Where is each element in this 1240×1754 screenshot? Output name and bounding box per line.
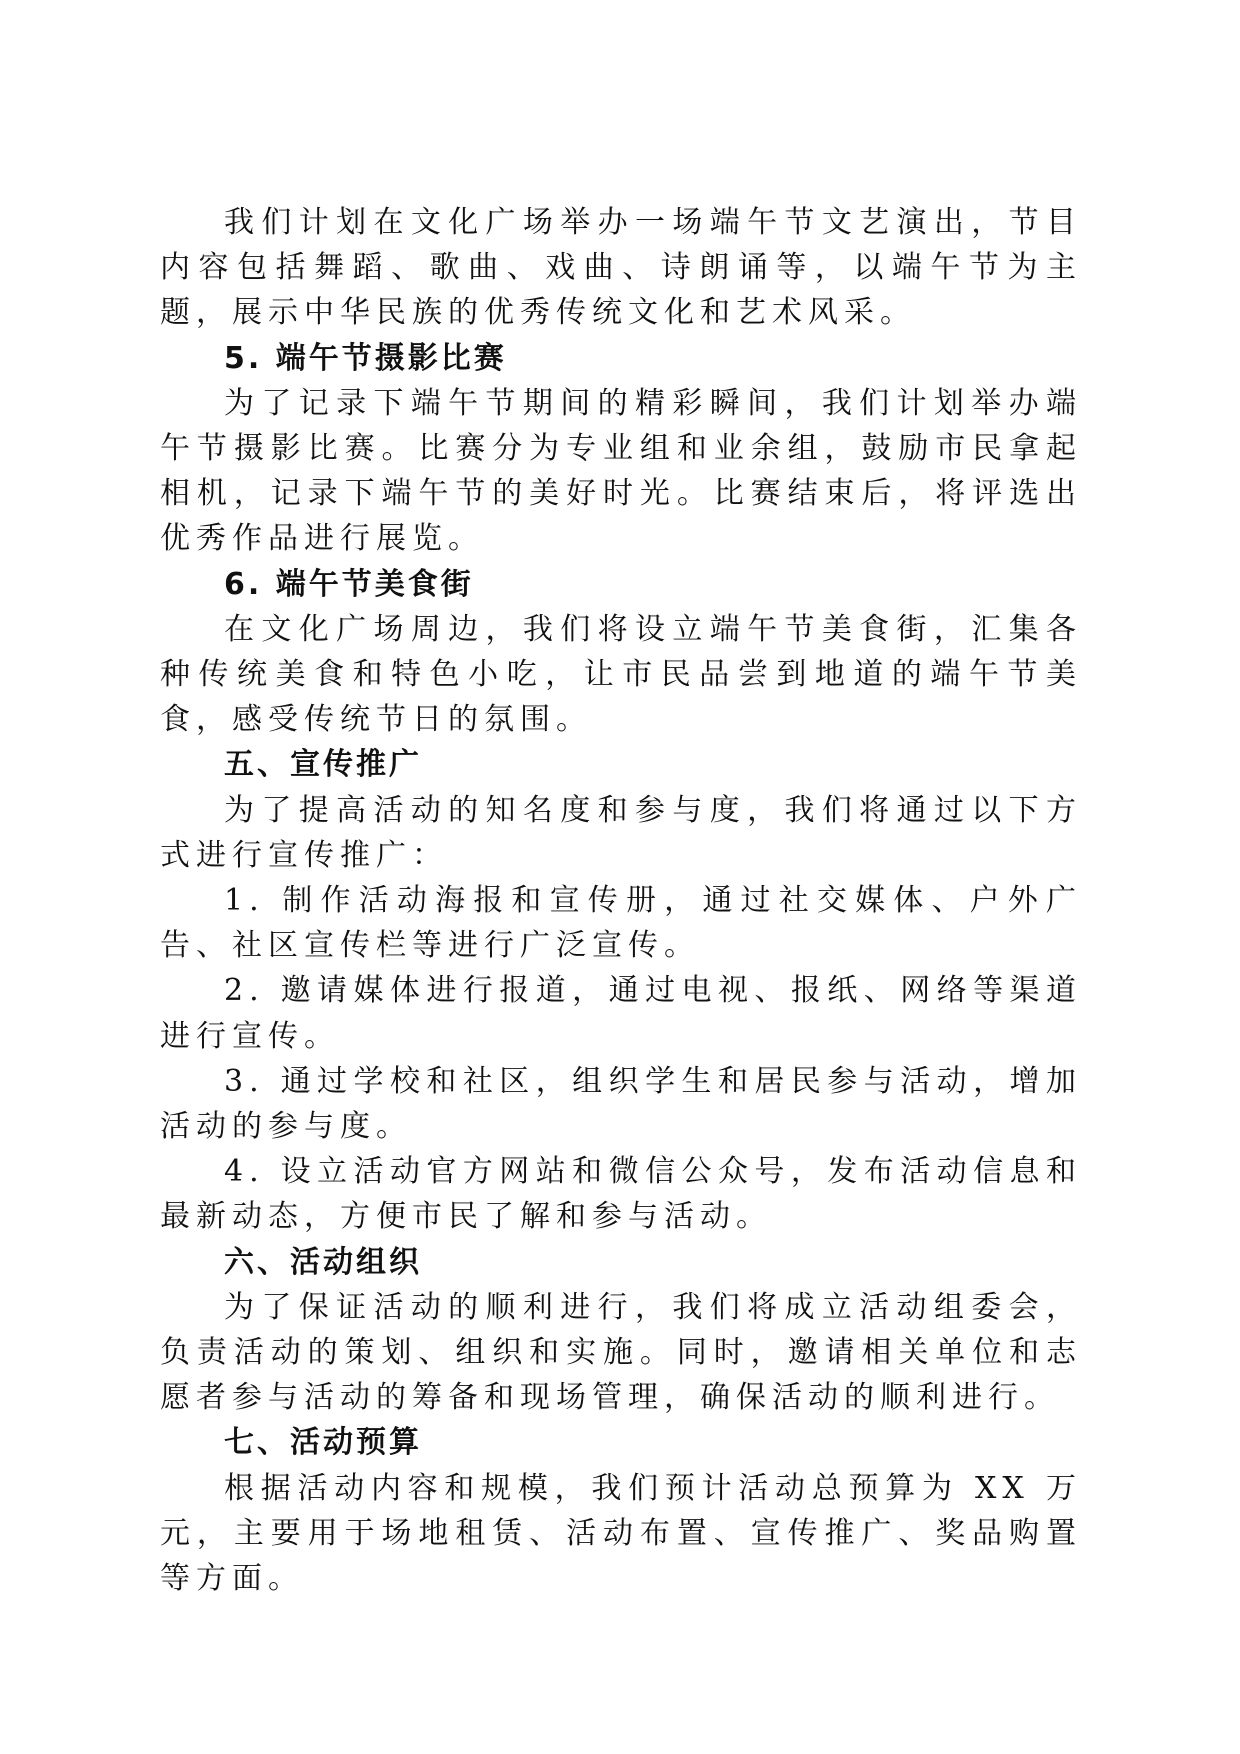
list-item-promotion-2: 2. 邀请媒体进行报道，通过电视、报纸、网络等渠道进行宣传。 xyxy=(160,973,1082,1054)
heading-promotion: 五、宣传推广 xyxy=(224,747,422,783)
paragraph-performance: 我们计划在文化广场举办一场端午节文艺演出，节目内容包括舞蹈、歌曲、戏曲、诗朗诵等，以端午节为主题，展示中华民族的优秀传统文化和艺术风采。 xyxy=(160,205,1082,331)
list-item-promotion-4: 4. 设立活动官方网站和微信公众号，发布活动信息和最新动态，方便市民了解和参与活动。 xyxy=(160,1154,1082,1235)
heading-budget: 七、活动预算 xyxy=(224,1425,422,1461)
list-item-promotion-3: 3. 通过学校和社区，组织学生和居民参与活动，增加活动的参与度。 xyxy=(160,1063,1082,1145)
paragraph-food-street: 在文化广场周边，我们将设立端午节美食街，汇集各种传统美食和特色小吃，让市民品尝到地道的端午节美食，感受传统节日的氛围。 xyxy=(160,611,1082,738)
heading-food-street: 6. 端午节美食街 xyxy=(224,566,474,602)
paragraph-budget: 根据活动内容和规模，我们预计活动总预算为 XX 万元，主要用于场地租赁、活动布置、宣传推广、奖品购置等方面。 xyxy=(160,1470,1082,1597)
document-page xyxy=(160,200,1082,1601)
paragraph-organization: 为了保证活动的顺利进行，我们将成立活动组委会，负责活动的策划、组织和实施。同时，邀请相关单位和志愿者参与活动的筹备和现场管理，确保活动的顺利进行。 xyxy=(160,1289,1082,1416)
heading-organization: 六、活动组织 xyxy=(224,1244,422,1280)
list-item-promotion-1: 1. 制作活动海报和宣传册，通过社交媒体、户外广告、社区宣传栏等进行广泛宣传。 xyxy=(160,883,1082,964)
paragraph-photo-contest: 为了记录下端午节期间的精彩瞬间，我们计划举办端午节摄影比赛。比赛分为专业组和业余组，鼓励市民拿起相机，记录下端午节的美好时光。比赛结束后，将评选出优秀作品进行展览。 xyxy=(160,385,1082,557)
heading-photo-contest: 5. 端午节摄影比赛 xyxy=(224,340,507,376)
paragraph-promotion-intro: 为了提高活动的知名度和参与度，我们将通过以下方式进行宣传推广： xyxy=(160,792,1082,873)
